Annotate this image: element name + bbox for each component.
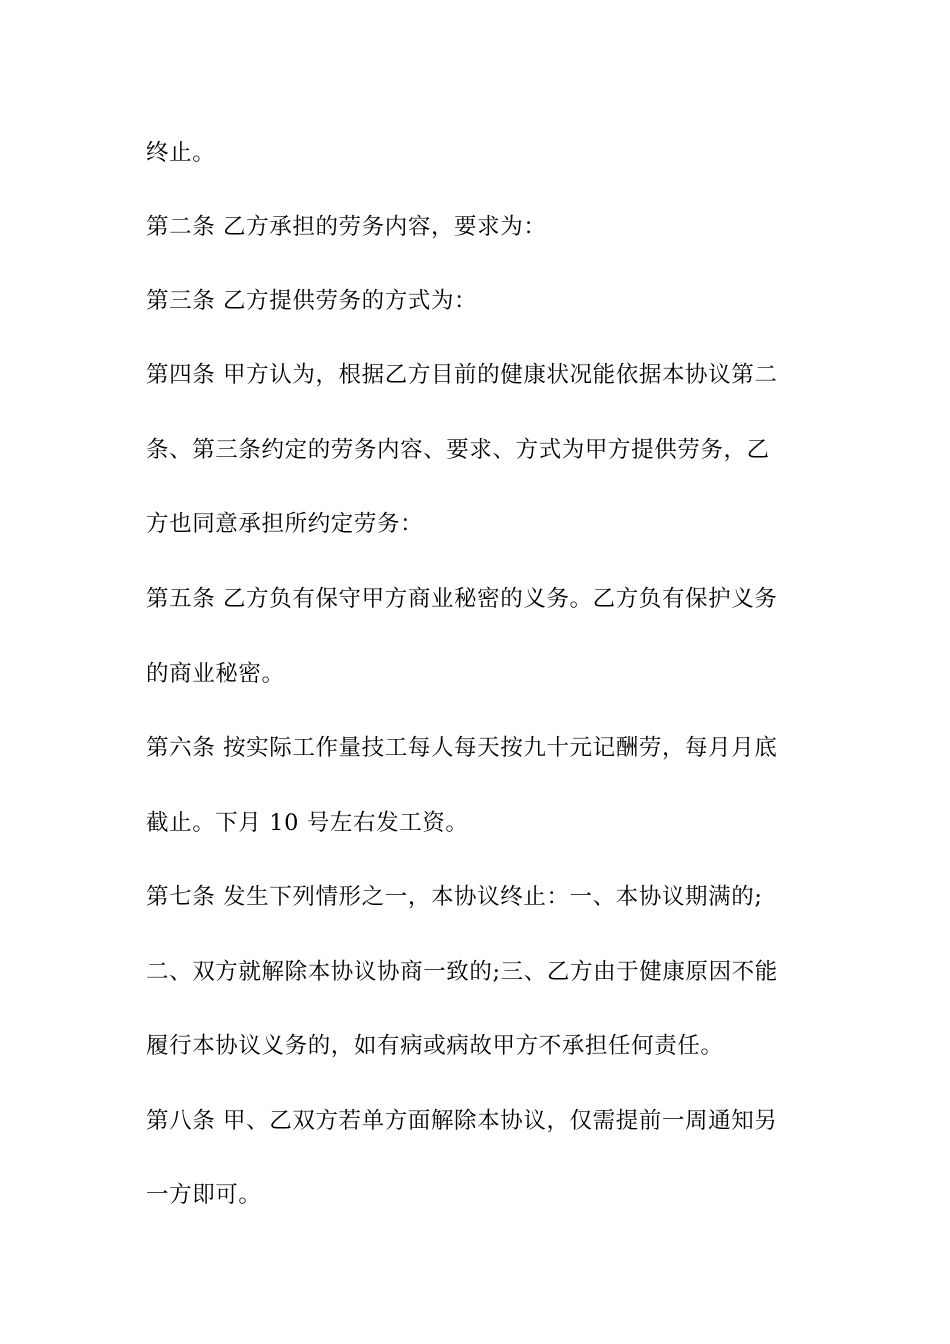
text-line-4: 第四条 甲方认为，根据乙方目前的健康状况能依据本协议第二 (146, 362, 778, 388)
text-line-14: 第八条 甲、乙双方若单方面解除本协议，仅需提前一周通知另 (146, 1108, 778, 1134)
text-line-6: 方也同意承担所约定劳务： (146, 511, 424, 537)
text-line-13: 履行本协议义务的，如有病或病故甲方不承担任何责任。 (146, 1033, 724, 1059)
text-line-12: 二、双方就解除本协议协商一致的;三、乙方由于健康原因不能 (146, 959, 778, 985)
text-line-2: 第二条 乙方承担的劳务内容，要求为： (146, 214, 547, 240)
text-line-7: 第五条 乙方负有保守甲方商业秘密的义务。乙方负有保护义务 (146, 586, 778, 612)
text-line-5: 条、第三条约定的劳务内容、要求、方式为甲方提供劳务，乙 (146, 437, 770, 463)
text-line-15: 一方即可。 (146, 1182, 262, 1208)
text-line-11: 第七条 发生下列情形之一，本协议终止：一、本协议期满的; (146, 884, 763, 910)
text-line-9: 第六条 按实际工作量技工每人每天按九十元记酬劳，每月月底 (146, 735, 778, 761)
text-line-1: 终止。 (146, 140, 216, 166)
text-line-3: 第三条 乙方提供劳务的方式为： (146, 288, 478, 314)
text-line-10: 截止。下月 10 号左右发工资。 (146, 810, 469, 836)
text-line-8: 的商业秘密。 (146, 661, 285, 687)
